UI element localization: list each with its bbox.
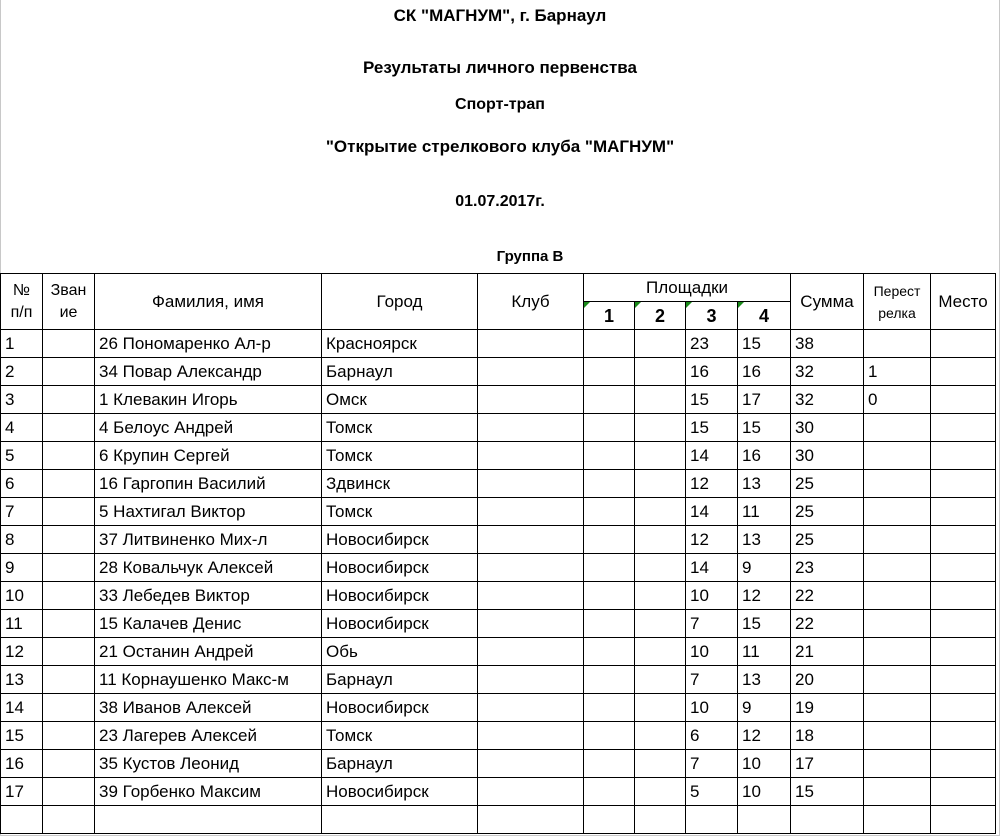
green-triangle-icon bbox=[635, 302, 641, 308]
row-club bbox=[478, 358, 584, 386]
row-range-4: 10 bbox=[738, 778, 791, 806]
table-row bbox=[1, 638, 996, 666]
row-sum: 21 bbox=[791, 638, 864, 666]
table-row bbox=[1, 386, 996, 414]
row-number: 9 bbox=[1, 554, 43, 582]
row-number: 15 bbox=[1, 722, 43, 750]
row-rank bbox=[43, 582, 95, 610]
col-sum-header: Сумма bbox=[791, 274, 864, 330]
table-row bbox=[1, 498, 996, 526]
row-range-2 bbox=[635, 414, 686, 442]
row-range-2 bbox=[635, 330, 686, 358]
row-range-4: 12 bbox=[738, 722, 791, 750]
row-shootoff bbox=[864, 778, 931, 806]
row-club bbox=[478, 694, 584, 722]
row-city: Новосибирск bbox=[322, 694, 478, 722]
row-sum: 17 bbox=[791, 750, 864, 778]
table-row bbox=[1, 526, 996, 554]
row-range-1 bbox=[584, 666, 635, 694]
col-club-header: Клуб bbox=[478, 274, 584, 330]
row-range-2 bbox=[635, 358, 686, 386]
row-range-1 bbox=[584, 778, 635, 806]
row-place bbox=[931, 638, 996, 666]
row-city: Красноярск bbox=[322, 330, 478, 358]
row-club bbox=[478, 414, 584, 442]
row-range-2 bbox=[635, 722, 686, 750]
row-name: 26 Пономаренко Ал-р bbox=[95, 330, 322, 358]
row-number: 5 bbox=[1, 442, 43, 470]
row-sum: 22 bbox=[791, 610, 864, 638]
row-range-2 bbox=[635, 610, 686, 638]
organizer-title: СК "МАГНУМ", г. Барнаул bbox=[393, 6, 607, 25]
row-name: 34 Повар Александр bbox=[95, 358, 322, 386]
row-range-2 bbox=[635, 498, 686, 526]
col-range-2-header: 2 bbox=[635, 302, 686, 330]
row-name: 23 Лагерев Алексей bbox=[95, 722, 322, 750]
row-range-3: 10 bbox=[686, 694, 738, 722]
col-name-header: Фамилия, имя bbox=[95, 274, 322, 330]
row-number: 17 bbox=[1, 778, 43, 806]
row-place bbox=[931, 358, 996, 386]
row-place bbox=[931, 330, 996, 358]
row-club bbox=[478, 498, 584, 526]
col-number-header: № п/п bbox=[1, 274, 43, 330]
empty-cell bbox=[635, 806, 686, 834]
row-city: Барнаул bbox=[322, 666, 478, 694]
row-number: 13 bbox=[1, 666, 43, 694]
row-shootoff bbox=[864, 330, 931, 358]
row-range-2 bbox=[635, 666, 686, 694]
row-range-3: 7 bbox=[686, 610, 738, 638]
row-club bbox=[478, 330, 584, 358]
row-number: 11 bbox=[1, 610, 43, 638]
row-place bbox=[931, 610, 996, 638]
row-city: Новосибирск bbox=[322, 526, 478, 554]
table-row bbox=[1, 358, 996, 386]
row-city: Новосибирск bbox=[322, 554, 478, 582]
row-range-1 bbox=[584, 582, 635, 610]
row-shootoff bbox=[864, 750, 931, 778]
col-range-1-header: 1 bbox=[584, 302, 635, 330]
col-place-header: Место bbox=[931, 274, 996, 330]
row-place bbox=[931, 722, 996, 750]
row-number: 14 bbox=[1, 694, 43, 722]
row-shootoff bbox=[864, 582, 931, 610]
row-range-3: 5 bbox=[686, 778, 738, 806]
row-shootoff bbox=[864, 722, 931, 750]
row-name: 5 Нахтигал Виктор bbox=[95, 498, 322, 526]
row-club bbox=[478, 442, 584, 470]
row-range-1 bbox=[584, 638, 635, 666]
row-city: Новосибирск bbox=[322, 778, 478, 806]
row-club bbox=[478, 610, 584, 638]
empty-cell bbox=[95, 806, 322, 834]
row-range-1 bbox=[584, 442, 635, 470]
row-name: 4 Белоус Андрей bbox=[95, 414, 322, 442]
row-sum: 25 bbox=[791, 470, 864, 498]
row-rank bbox=[43, 498, 95, 526]
empty-table-row bbox=[1, 806, 996, 834]
row-range-2 bbox=[635, 386, 686, 414]
results-title: Результаты личного первенства bbox=[363, 58, 637, 77]
row-rank bbox=[43, 414, 95, 442]
row-city: Новосибирск bbox=[322, 582, 478, 610]
row-range-1 bbox=[584, 554, 635, 582]
row-range-2 bbox=[635, 750, 686, 778]
table-body bbox=[1, 330, 996, 834]
row-range-4: 9 bbox=[738, 554, 791, 582]
row-range-3: 12 bbox=[686, 526, 738, 554]
empty-cell bbox=[686, 806, 738, 834]
col-shootoff-header: Перест релка bbox=[864, 274, 931, 330]
empty-cell bbox=[1, 806, 43, 834]
row-name: 11 Корнаушенко Макс-м bbox=[95, 666, 322, 694]
row-range-3: 10 bbox=[686, 582, 738, 610]
row-range-4: 16 bbox=[738, 442, 791, 470]
row-shootoff bbox=[864, 694, 931, 722]
row-club bbox=[478, 750, 584, 778]
row-range-4: 17 bbox=[738, 386, 791, 414]
row-range-1 bbox=[584, 358, 635, 386]
col-city-header: Город bbox=[322, 274, 478, 330]
row-sum: 25 bbox=[791, 498, 864, 526]
empty-cell bbox=[864, 806, 931, 834]
empty-cell bbox=[931, 806, 996, 834]
group-title: Группа В bbox=[496, 248, 564, 265]
empty-cell bbox=[322, 806, 478, 834]
row-place bbox=[931, 666, 996, 694]
row-place bbox=[931, 442, 996, 470]
row-sum: 38 bbox=[791, 330, 864, 358]
row-range-4: 13 bbox=[738, 666, 791, 694]
row-range-1 bbox=[584, 386, 635, 414]
row-name: 33 Лебедев Виктор bbox=[95, 582, 322, 610]
row-city: Барнаул bbox=[322, 358, 478, 386]
row-range-3: 15 bbox=[686, 414, 738, 442]
row-city: Томск bbox=[322, 498, 478, 526]
row-shootoff bbox=[864, 666, 931, 694]
row-sum: 19 bbox=[791, 694, 864, 722]
row-range-4: 11 bbox=[738, 498, 791, 526]
row-sum: 30 bbox=[791, 442, 864, 470]
table-row bbox=[1, 694, 996, 722]
results-table bbox=[0, 273, 996, 834]
row-club bbox=[478, 638, 584, 666]
row-sum: 20 bbox=[791, 666, 864, 694]
row-range-4: 15 bbox=[738, 414, 791, 442]
row-name: 39 Горбенко Максим bbox=[95, 778, 322, 806]
row-range-2 bbox=[635, 554, 686, 582]
row-rank bbox=[43, 722, 95, 750]
row-club bbox=[478, 554, 584, 582]
row-place bbox=[931, 582, 996, 610]
table-row bbox=[1, 750, 996, 778]
table-row bbox=[1, 722, 996, 750]
row-rank bbox=[43, 694, 95, 722]
row-range-2 bbox=[635, 638, 686, 666]
row-sum: 23 bbox=[791, 554, 864, 582]
row-range-2 bbox=[635, 526, 686, 554]
row-range-1 bbox=[584, 750, 635, 778]
row-city: Томск bbox=[322, 722, 478, 750]
row-club bbox=[478, 666, 584, 694]
table-row bbox=[1, 666, 996, 694]
row-range-1 bbox=[584, 694, 635, 722]
row-sum: 32 bbox=[791, 386, 864, 414]
row-range-2 bbox=[635, 442, 686, 470]
row-shootoff bbox=[864, 638, 931, 666]
row-place bbox=[931, 750, 996, 778]
empty-cell bbox=[791, 806, 864, 834]
row-shootoff bbox=[864, 498, 931, 526]
row-range-1 bbox=[584, 526, 635, 554]
row-range-2 bbox=[635, 470, 686, 498]
discipline-title: Спорт-трап bbox=[455, 96, 545, 113]
row-sum: 25 bbox=[791, 526, 864, 554]
green-triangle-icon bbox=[584, 302, 590, 308]
event-title: "Открытие стрелкового клуба "МАГНУМ" bbox=[325, 137, 675, 156]
row-number: 6 bbox=[1, 470, 43, 498]
row-shootoff bbox=[864, 470, 931, 498]
row-range-3: 23 bbox=[686, 330, 738, 358]
row-rank bbox=[43, 778, 95, 806]
row-rank bbox=[43, 442, 95, 470]
row-club bbox=[478, 470, 584, 498]
row-name: 21 Останин Андрей bbox=[95, 638, 322, 666]
row-name: 38 Иванов Алексей bbox=[95, 694, 322, 722]
row-sum: 18 bbox=[791, 722, 864, 750]
row-place bbox=[931, 526, 996, 554]
row-number: 1 bbox=[1, 330, 43, 358]
row-range-4: 11 bbox=[738, 638, 791, 666]
row-name: 35 Кустов Леонид bbox=[95, 750, 322, 778]
table-header bbox=[1, 274, 996, 330]
row-number: 10 bbox=[1, 582, 43, 610]
green-triangle-icon bbox=[686, 302, 692, 308]
row-range-3: 14 bbox=[686, 442, 738, 470]
row-number: 8 bbox=[1, 526, 43, 554]
row-city: Здвинск bbox=[322, 470, 478, 498]
table-row bbox=[1, 610, 996, 638]
col-ranges-header: Площадки bbox=[584, 274, 791, 302]
row-range-4: 12 bbox=[738, 582, 791, 610]
row-place bbox=[931, 386, 996, 414]
row-range-1 bbox=[584, 330, 635, 358]
row-shootoff: 0 bbox=[864, 386, 931, 414]
row-range-4: 13 bbox=[738, 470, 791, 498]
row-range-1 bbox=[584, 610, 635, 638]
row-name: 28 Ковальчук Алексей bbox=[95, 554, 322, 582]
row-number: 3 bbox=[1, 386, 43, 414]
empty-cell bbox=[478, 806, 584, 834]
row-shootoff: 1 bbox=[864, 358, 931, 386]
row-club bbox=[478, 526, 584, 554]
row-range-3: 14 bbox=[686, 498, 738, 526]
row-range-4: 10 bbox=[738, 750, 791, 778]
row-city: Томск bbox=[322, 442, 478, 470]
row-club bbox=[478, 582, 584, 610]
row-place bbox=[931, 694, 996, 722]
row-place bbox=[931, 414, 996, 442]
empty-cell bbox=[584, 806, 635, 834]
row-range-3: 14 bbox=[686, 554, 738, 582]
col-range-3-header: 3 bbox=[686, 302, 738, 330]
table-row bbox=[1, 554, 996, 582]
row-rank bbox=[43, 358, 95, 386]
row-city: Барнаул bbox=[322, 750, 478, 778]
row-name: 1 Клевакин Игорь bbox=[95, 386, 322, 414]
row-shootoff bbox=[864, 554, 931, 582]
row-name: 15 Калачев Денис bbox=[95, 610, 322, 638]
row-number: 7 bbox=[1, 498, 43, 526]
row-name: 16 Гаргопин Василий bbox=[95, 470, 322, 498]
col-range-4-header: 4 bbox=[738, 302, 791, 330]
row-range-3: 6 bbox=[686, 722, 738, 750]
row-range-2 bbox=[635, 694, 686, 722]
row-place bbox=[931, 470, 996, 498]
row-rank bbox=[43, 610, 95, 638]
table-row bbox=[1, 778, 996, 806]
row-range-1 bbox=[584, 722, 635, 750]
row-sum: 15 bbox=[791, 778, 864, 806]
row-club bbox=[478, 386, 584, 414]
row-rank bbox=[43, 330, 95, 358]
row-rank bbox=[43, 750, 95, 778]
empty-cell bbox=[738, 806, 791, 834]
row-sum: 32 bbox=[791, 358, 864, 386]
row-club bbox=[478, 722, 584, 750]
row-rank bbox=[43, 470, 95, 498]
row-number: 4 bbox=[1, 414, 43, 442]
col-rank-header: Зван ие bbox=[43, 274, 95, 330]
row-shootoff bbox=[864, 442, 931, 470]
green-triangle-icon bbox=[738, 302, 744, 308]
table-row bbox=[1, 414, 996, 442]
table-row bbox=[1, 470, 996, 498]
row-range-4: 13 bbox=[738, 526, 791, 554]
row-range-1 bbox=[584, 498, 635, 526]
row-range-2 bbox=[635, 778, 686, 806]
row-range-3: 7 bbox=[686, 666, 738, 694]
row-range-3: 12 bbox=[686, 470, 738, 498]
row-number: 16 bbox=[1, 750, 43, 778]
row-rank bbox=[43, 554, 95, 582]
row-range-1 bbox=[584, 470, 635, 498]
row-name: 6 Крупин Сергей bbox=[95, 442, 322, 470]
table-row bbox=[1, 330, 996, 358]
row-shootoff bbox=[864, 526, 931, 554]
row-rank bbox=[43, 386, 95, 414]
row-range-3: 10 bbox=[686, 638, 738, 666]
empty-cell bbox=[43, 806, 95, 834]
table-row bbox=[1, 582, 996, 610]
row-place bbox=[931, 778, 996, 806]
row-city: Обь bbox=[322, 638, 478, 666]
row-range-4: 15 bbox=[738, 330, 791, 358]
row-range-3: 15 bbox=[686, 386, 738, 414]
row-number: 2 bbox=[1, 358, 43, 386]
row-rank bbox=[43, 666, 95, 694]
row-range-2 bbox=[635, 582, 686, 610]
row-shootoff bbox=[864, 610, 931, 638]
event-date: 01.07.2017г. bbox=[455, 193, 545, 210]
row-place bbox=[931, 554, 996, 582]
row-range-1 bbox=[584, 414, 635, 442]
row-shootoff bbox=[864, 414, 931, 442]
row-city: Новосибирск bbox=[322, 610, 478, 638]
row-sum: 22 bbox=[791, 582, 864, 610]
row-sum: 30 bbox=[791, 414, 864, 442]
row-rank bbox=[43, 638, 95, 666]
row-name: 37 Литвиненко Мих-л bbox=[95, 526, 322, 554]
row-range-3: 7 bbox=[686, 750, 738, 778]
row-range-4: 9 bbox=[738, 694, 791, 722]
row-number: 12 bbox=[1, 638, 43, 666]
row-club bbox=[478, 778, 584, 806]
row-city: Томск bbox=[322, 414, 478, 442]
row-place bbox=[931, 498, 996, 526]
row-range-4: 15 bbox=[738, 610, 791, 638]
row-range-3: 16 bbox=[686, 358, 738, 386]
row-rank bbox=[43, 526, 95, 554]
row-city: Омск bbox=[322, 386, 478, 414]
row-range-4: 16 bbox=[738, 358, 791, 386]
table-row bbox=[1, 442, 996, 470]
